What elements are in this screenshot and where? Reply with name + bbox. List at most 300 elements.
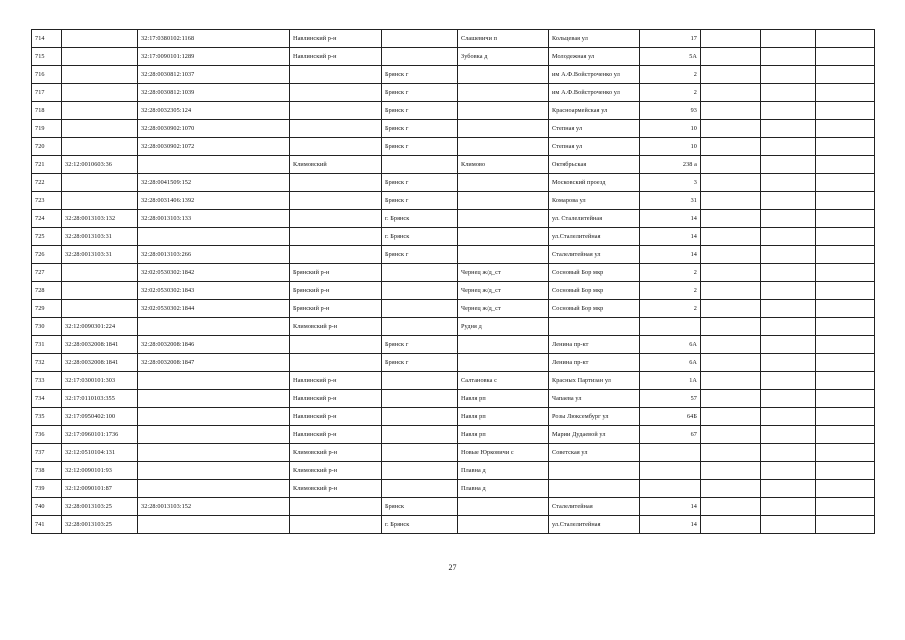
empty-cell xyxy=(761,174,816,192)
empty-cell xyxy=(761,390,816,408)
street-cell: Сосновый Бор мкр xyxy=(549,282,640,300)
empty-cell xyxy=(701,120,761,138)
row-number-cell: 738 xyxy=(32,462,62,480)
street-cell: Сталелитейная ул xyxy=(549,246,640,264)
row-number-cell: 722 xyxy=(32,174,62,192)
row-number-cell: 735 xyxy=(32,408,62,426)
settlement-cell xyxy=(458,210,549,228)
city-cell xyxy=(382,318,458,336)
empty-cell xyxy=(816,354,875,372)
empty-cell xyxy=(816,66,875,84)
cadastral-number-2-cell xyxy=(138,462,290,480)
street-cell: Красных Партизан ул xyxy=(549,372,640,390)
city-cell xyxy=(382,372,458,390)
settlement-cell: Зубовка д xyxy=(458,48,549,66)
table-row xyxy=(32,498,875,516)
cadastral-number-2-cell xyxy=(138,390,290,408)
cadastral-number-2-cell: 32:28:0030902:1070 xyxy=(138,120,290,138)
row-number-cell: 715 xyxy=(32,48,62,66)
cadastral-number-2-cell: 32:28:0013103:152 xyxy=(138,498,290,516)
cadastral-number-2-cell: 32:28:0032305:124 xyxy=(138,102,290,120)
empty-cell xyxy=(701,336,761,354)
cadastral-number-1-cell xyxy=(62,264,138,282)
city-cell xyxy=(382,30,458,48)
house-number-cell: 2 xyxy=(640,264,701,282)
row-number-cell: 732 xyxy=(32,354,62,372)
street-cell: Ленина пр-кт xyxy=(549,336,640,354)
city-cell xyxy=(382,480,458,498)
cadastral-number-1-cell: 32:12:0090101:87 xyxy=(62,480,138,498)
empty-cell xyxy=(816,282,875,300)
house-number-cell: 2 xyxy=(640,66,701,84)
district-cell: Навлинский р-н xyxy=(290,390,382,408)
city-cell: Брянск г xyxy=(382,138,458,156)
cadastral-number-1-cell xyxy=(62,192,138,210)
cadastral-number-1-cell: 32:28:0032008:1841 xyxy=(62,336,138,354)
city-cell xyxy=(382,426,458,444)
settlement-cell xyxy=(458,84,549,102)
empty-cell xyxy=(761,156,816,174)
empty-cell xyxy=(761,66,816,84)
cadastral-number-2-cell: 32:28:0032008:1846 xyxy=(138,336,290,354)
empty-cell xyxy=(816,462,875,480)
house-number-cell: 10 xyxy=(640,138,701,156)
street-cell: Чапаева ул xyxy=(549,390,640,408)
district-cell xyxy=(290,210,382,228)
district-cell xyxy=(290,84,382,102)
district-cell: Навлинский р-н xyxy=(290,30,382,48)
registry-table xyxy=(31,29,875,534)
house-number-cell xyxy=(640,480,701,498)
district-cell: Брянский р-н xyxy=(290,264,382,282)
cadastral-number-1-cell xyxy=(62,66,138,84)
house-number-cell: 57 xyxy=(640,390,701,408)
street-cell: Московский проезд xyxy=(549,174,640,192)
row-number-cell: 736 xyxy=(32,426,62,444)
cadastral-number-1-cell xyxy=(62,282,138,300)
row-number-cell: 726 xyxy=(32,246,62,264)
house-number-cell: 14 xyxy=(640,228,701,246)
row-number-cell: 737 xyxy=(32,444,62,462)
row-number-cell: 725 xyxy=(32,228,62,246)
table-row xyxy=(32,228,875,246)
district-cell: Климовский р-н xyxy=(290,480,382,498)
city-cell: Брянск г xyxy=(382,174,458,192)
house-number-cell: 10 xyxy=(640,120,701,138)
empty-cell xyxy=(701,282,761,300)
table-row xyxy=(32,516,875,534)
empty-cell xyxy=(816,102,875,120)
house-number-cell: 238 а xyxy=(640,156,701,174)
cadastral-number-2-cell: 32:28:0013103:266 xyxy=(138,246,290,264)
empty-cell xyxy=(816,228,875,246)
empty-cell xyxy=(761,462,816,480)
settlement-cell xyxy=(458,516,549,534)
street-cell xyxy=(549,462,640,480)
row-number-cell: 740 xyxy=(32,498,62,516)
city-cell: Брянск г xyxy=(382,102,458,120)
house-number-cell: 14 xyxy=(640,210,701,228)
empty-cell xyxy=(761,516,816,534)
cadastral-number-2-cell xyxy=(138,228,290,246)
house-number-cell: 67 xyxy=(640,426,701,444)
table-row xyxy=(32,246,875,264)
cadastral-number-1-cell: 32:17:0960101:1736 xyxy=(62,426,138,444)
row-number-cell: 716 xyxy=(32,66,62,84)
row-number-cell: 720 xyxy=(32,138,62,156)
house-number-cell: 2 xyxy=(640,300,701,318)
cadastral-number-2-cell xyxy=(138,480,290,498)
row-number-cell: 734 xyxy=(32,390,62,408)
street-cell: Красноармейская ул xyxy=(549,102,640,120)
district-cell xyxy=(290,120,382,138)
cadastral-number-2-cell xyxy=(138,426,290,444)
settlement-cell xyxy=(458,354,549,372)
street-cell: Кольцевая ул xyxy=(549,30,640,48)
empty-cell xyxy=(761,498,816,516)
cadastral-number-1-cell: 32:12:0510104:131 xyxy=(62,444,138,462)
house-number-cell: 5А xyxy=(640,48,701,66)
row-number-cell: 733 xyxy=(32,372,62,390)
empty-cell xyxy=(816,426,875,444)
empty-cell xyxy=(761,264,816,282)
empty-cell xyxy=(761,48,816,66)
settlement-cell xyxy=(458,228,549,246)
empty-cell xyxy=(701,372,761,390)
city-cell xyxy=(382,390,458,408)
row-number-cell: 717 xyxy=(32,84,62,102)
house-number-cell xyxy=(640,444,701,462)
empty-cell xyxy=(761,354,816,372)
empty-cell xyxy=(701,84,761,102)
cadastral-number-2-cell: 32:28:0030812:1039 xyxy=(138,84,290,102)
district-cell: Климовский р-н xyxy=(290,444,382,462)
house-number-cell xyxy=(640,318,701,336)
empty-cell xyxy=(701,354,761,372)
cadastral-number-2-cell xyxy=(138,156,290,174)
city-cell: г. Брянск xyxy=(382,228,458,246)
settlement-cell xyxy=(458,192,549,210)
cadastral-number-2-cell: 32:28:0032008:1847 xyxy=(138,354,290,372)
row-number-cell: 723 xyxy=(32,192,62,210)
table-row xyxy=(32,480,875,498)
cadastral-number-1-cell xyxy=(62,30,138,48)
street-cell xyxy=(549,318,640,336)
cadastral-number-1-cell xyxy=(62,84,138,102)
settlement-cell: Климово xyxy=(458,156,549,174)
empty-cell xyxy=(816,246,875,264)
cadastral-number-2-cell: 32:28:0041509:152 xyxy=(138,174,290,192)
street-cell: Степная ул xyxy=(549,138,640,156)
table-body xyxy=(32,30,875,534)
city-cell xyxy=(382,300,458,318)
cadastral-number-1-cell: 32:28:0013103:25 xyxy=(62,516,138,534)
district-cell: Климовский xyxy=(290,156,382,174)
street-cell: им А.Ф.Войстроченко ул xyxy=(549,66,640,84)
cadastral-number-1-cell: 32:12:0090301:224 xyxy=(62,318,138,336)
cadastral-number-1-cell xyxy=(62,138,138,156)
cadastral-number-1-cell xyxy=(62,48,138,66)
table-row xyxy=(32,192,875,210)
table-row xyxy=(32,408,875,426)
empty-cell xyxy=(701,228,761,246)
table-row xyxy=(32,84,875,102)
cadastral-number-1-cell: 32:28:0013103:25 xyxy=(62,498,138,516)
city-cell xyxy=(382,408,458,426)
district-cell xyxy=(290,228,382,246)
empty-cell xyxy=(761,444,816,462)
empty-cell xyxy=(816,480,875,498)
empty-cell xyxy=(761,318,816,336)
street-cell: Марии Дудаевой ул xyxy=(549,426,640,444)
empty-cell xyxy=(701,192,761,210)
cadastral-number-1-cell: 32:28:0013103:31 xyxy=(62,246,138,264)
row-number-cell: 724 xyxy=(32,210,62,228)
city-cell: Брянск г xyxy=(382,192,458,210)
city-cell: Брянск г xyxy=(382,84,458,102)
cadastral-number-1-cell xyxy=(62,300,138,318)
empty-cell xyxy=(701,462,761,480)
city-cell xyxy=(382,156,458,174)
empty-cell xyxy=(816,516,875,534)
settlement-cell xyxy=(458,120,549,138)
empty-cell xyxy=(701,516,761,534)
house-number-cell: 64Б xyxy=(640,408,701,426)
row-number-cell: 729 xyxy=(32,300,62,318)
empty-cell xyxy=(701,246,761,264)
table-row xyxy=(32,282,875,300)
empty-cell xyxy=(816,390,875,408)
cadastral-number-2-cell xyxy=(138,444,290,462)
settlement-cell: Чернец ж/д_ст xyxy=(458,282,549,300)
empty-cell xyxy=(761,120,816,138)
street-cell: Розы Люксембург ул xyxy=(549,408,640,426)
street-cell: Сосновый Бор мкр xyxy=(549,264,640,282)
settlement-cell: Салтановка с xyxy=(458,372,549,390)
table-row xyxy=(32,336,875,354)
empty-cell xyxy=(701,210,761,228)
city-cell: г. Брянск xyxy=(382,516,458,534)
empty-cell xyxy=(816,48,875,66)
cadastral-number-1-cell: 32:12:0010603:36 xyxy=(62,156,138,174)
cadastral-number-2-cell xyxy=(138,516,290,534)
street-cell: Октябрьская xyxy=(549,156,640,174)
house-number-cell: 14 xyxy=(640,246,701,264)
table-row xyxy=(32,30,875,48)
empty-cell xyxy=(761,30,816,48)
empty-cell xyxy=(761,300,816,318)
empty-cell xyxy=(701,174,761,192)
settlement-cell: Слашевичи п xyxy=(458,30,549,48)
settlement-cell xyxy=(458,138,549,156)
empty-cell xyxy=(701,48,761,66)
city-cell: Брянск г xyxy=(382,246,458,264)
cadastral-number-2-cell: 32:02:0530302:1842 xyxy=(138,264,290,282)
empty-cell xyxy=(701,264,761,282)
cadastral-number-2-cell: 32:28:0030812:1037 xyxy=(138,66,290,84)
cadastral-number-2-cell: 32:17:0090101:1289 xyxy=(138,48,290,66)
district-cell xyxy=(290,336,382,354)
settlement-cell: Навля рп xyxy=(458,408,549,426)
street-cell: ул.Сталелитейная xyxy=(549,228,640,246)
empty-cell xyxy=(701,498,761,516)
street-cell: Советская ул xyxy=(549,444,640,462)
settlement-cell xyxy=(458,246,549,264)
cadastral-number-2-cell: 32:28:0031406:1392 xyxy=(138,192,290,210)
empty-cell xyxy=(761,192,816,210)
city-cell: Брянск г xyxy=(382,66,458,84)
empty-cell xyxy=(701,408,761,426)
empty-cell xyxy=(761,84,816,102)
district-cell: Навлинский р-н xyxy=(290,408,382,426)
table-row xyxy=(32,102,875,120)
row-number-cell: 739 xyxy=(32,480,62,498)
cadastral-number-2-cell: 32:02:0530302:1843 xyxy=(138,282,290,300)
city-cell: г. Брянск xyxy=(382,210,458,228)
empty-cell xyxy=(816,192,875,210)
house-number-cell: 31 xyxy=(640,192,701,210)
cadastral-number-2-cell: 32:17:0380102:1168 xyxy=(138,30,290,48)
district-cell xyxy=(290,102,382,120)
settlement-cell xyxy=(458,498,549,516)
district-cell: Брянский р-н xyxy=(290,300,382,318)
table-row xyxy=(32,390,875,408)
table-row xyxy=(32,264,875,282)
empty-cell xyxy=(701,138,761,156)
house-number-cell: 14 xyxy=(640,498,701,516)
district-cell: Навлинский р-н xyxy=(290,48,382,66)
district-cell xyxy=(290,174,382,192)
house-number-cell xyxy=(640,462,701,480)
settlement-cell: Навля рп xyxy=(458,426,549,444)
cadastral-number-1-cell: 32:17:0950402:100 xyxy=(62,408,138,426)
district-cell xyxy=(290,246,382,264)
cadastral-number-1-cell: 32:17:0110103:355 xyxy=(62,390,138,408)
settlement-cell: Чернец ж/д_ст xyxy=(458,300,549,318)
cadastral-number-1-cell: 32:28:0013103:31 xyxy=(62,228,138,246)
empty-cell xyxy=(816,444,875,462)
empty-cell xyxy=(761,480,816,498)
house-number-cell: 93 xyxy=(640,102,701,120)
city-cell: Брянск г xyxy=(382,354,458,372)
empty-cell xyxy=(761,426,816,444)
settlement-cell: Чернец ж/д_ст xyxy=(458,264,549,282)
street-cell: Сталелитейная xyxy=(549,498,640,516)
street-cell: ул. Сталелитейная xyxy=(549,210,640,228)
row-number-cell: 718 xyxy=(32,102,62,120)
house-number-cell: 14 xyxy=(640,516,701,534)
table-row xyxy=(32,426,875,444)
settlement-cell: Плавна д xyxy=(458,480,549,498)
settlement-cell xyxy=(458,336,549,354)
house-number-cell: 17 xyxy=(640,30,701,48)
house-number-cell: 6А xyxy=(640,354,701,372)
district-cell xyxy=(290,192,382,210)
empty-cell xyxy=(816,318,875,336)
district-cell xyxy=(290,138,382,156)
row-number-cell: 727 xyxy=(32,264,62,282)
table-row xyxy=(32,156,875,174)
empty-cell xyxy=(816,84,875,102)
settlement-cell xyxy=(458,66,549,84)
cadastral-number-2-cell xyxy=(138,318,290,336)
cadastral-number-1-cell: 32:17:0300101:303 xyxy=(62,372,138,390)
table-row xyxy=(32,66,875,84)
cadastral-number-1-cell: 32:28:0032008:1841 xyxy=(62,354,138,372)
cadastral-number-2-cell: 32:02:0530302:1844 xyxy=(138,300,290,318)
empty-cell xyxy=(816,30,875,48)
house-number-cell: 2 xyxy=(640,282,701,300)
cadastral-number-1-cell xyxy=(62,120,138,138)
table-row xyxy=(32,48,875,66)
row-number-cell: 721 xyxy=(32,156,62,174)
cadastral-number-1-cell xyxy=(62,174,138,192)
district-cell: Навлинский р-н xyxy=(290,426,382,444)
empty-cell xyxy=(701,444,761,462)
house-number-cell: 1А xyxy=(640,372,701,390)
street-cell: Комарова ул xyxy=(549,192,640,210)
empty-cell xyxy=(701,66,761,84)
cadastral-number-2-cell: 32:28:0030902:1072 xyxy=(138,138,290,156)
street-cell: им А.Ф.Войстроченко ул xyxy=(549,84,640,102)
empty-cell xyxy=(761,372,816,390)
empty-cell xyxy=(816,120,875,138)
house-number-cell: 3 xyxy=(640,174,701,192)
settlement-cell xyxy=(458,102,549,120)
city-cell: Брянск г xyxy=(382,336,458,354)
house-number-cell: 2 xyxy=(640,84,701,102)
table-row xyxy=(32,462,875,480)
empty-cell xyxy=(761,246,816,264)
street-cell: ул.Сталелитейная xyxy=(549,516,640,534)
table-row xyxy=(32,120,875,138)
empty-cell xyxy=(701,102,761,120)
empty-cell xyxy=(701,390,761,408)
street-cell: Степная ул xyxy=(549,120,640,138)
row-number-cell: 730 xyxy=(32,318,62,336)
empty-cell xyxy=(816,264,875,282)
cadastral-number-1-cell: 32:12:0090101:93 xyxy=(62,462,138,480)
empty-cell xyxy=(816,408,875,426)
empty-cell xyxy=(701,156,761,174)
settlement-cell xyxy=(458,174,549,192)
city-cell xyxy=(382,444,458,462)
district-cell xyxy=(290,498,382,516)
empty-cell xyxy=(701,300,761,318)
empty-cell xyxy=(701,426,761,444)
empty-cell xyxy=(701,480,761,498)
cadastral-number-2-cell xyxy=(138,372,290,390)
empty-cell xyxy=(816,156,875,174)
cadastral-number-1-cell: 32:28:0013103:132 xyxy=(62,210,138,228)
empty-cell xyxy=(816,372,875,390)
city-cell: Брянск г xyxy=(382,120,458,138)
district-cell xyxy=(290,66,382,84)
row-number-cell: 741 xyxy=(32,516,62,534)
cadastral-number-1-cell xyxy=(62,102,138,120)
empty-cell xyxy=(816,336,875,354)
table-row xyxy=(32,444,875,462)
page-number: 27 xyxy=(448,563,457,572)
table-row xyxy=(32,354,875,372)
empty-cell xyxy=(761,228,816,246)
city-cell xyxy=(382,282,458,300)
empty-cell xyxy=(761,210,816,228)
empty-cell xyxy=(761,102,816,120)
empty-cell xyxy=(761,408,816,426)
settlement-cell: Плавна д xyxy=(458,462,549,480)
table-row xyxy=(32,300,875,318)
